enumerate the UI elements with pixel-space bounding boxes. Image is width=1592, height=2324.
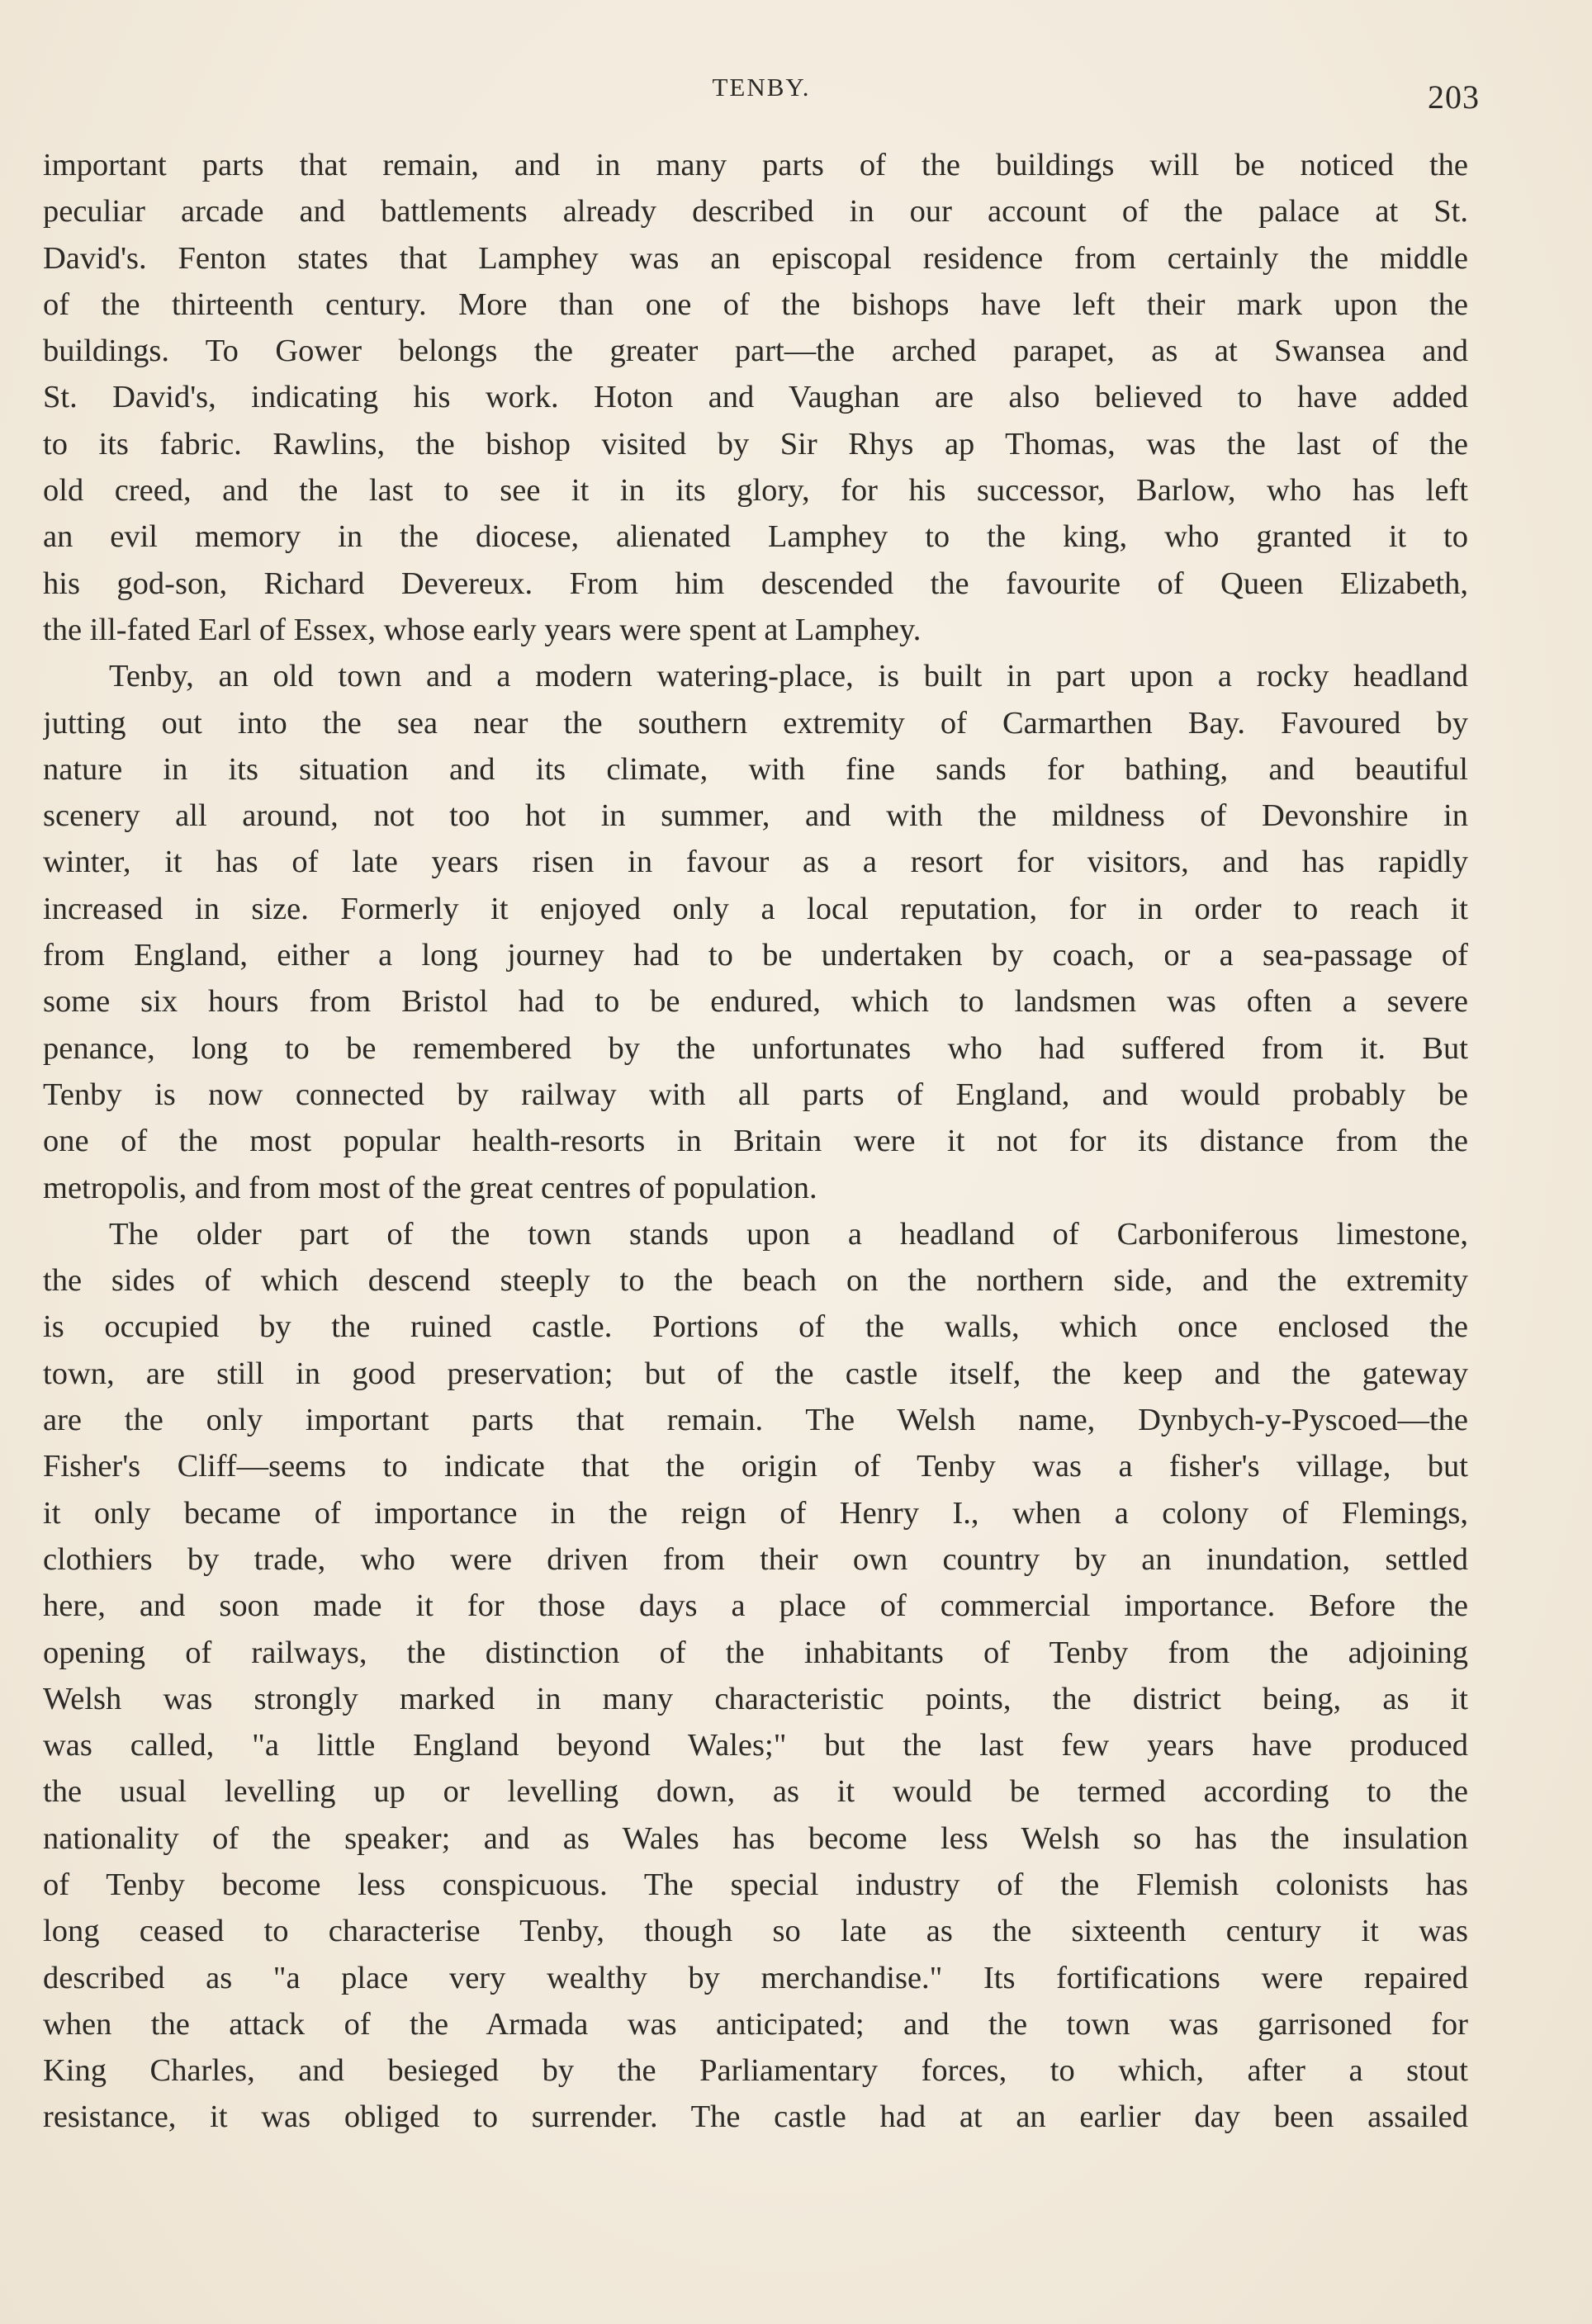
text-line: metropolis, and from most of the great centres of population. [43,1170,817,1205]
text-line: St. David's, indicating his work. Hoton and Vaughan are also believed to have added [43,380,1468,415]
running-title: TENBY. [712,73,811,102]
text-line: peculiar arcade and battlements already described in our account of the palace at St. [43,194,1468,230]
text-line: an evil memory in the diocese, alienated Lamphey to the king, who granted it to [43,519,1468,555]
text-line: from England, either a long journey had to be undertaken by coach, or a sea-passage of [43,938,1468,973]
text-line: the ill-fated Earl of Essex, whose early years were spent at Lamphey. [43,612,922,647]
text-line: his god-son, Richard Devereux. From him descended the favourite of Queen Elizabeth, [43,566,1468,601]
text-line: the sides of which descend steeply to the beach on the northern side, and the extremity [43,1263,1468,1299]
text-line: town, are still in good preservation; but of the castle itself, the keep and the gateway [43,1356,1468,1391]
text-line: Fisher's Cliff—seems to indicate that the origin of Tenby was a fisher's village, but [43,1449,1468,1484]
paragraph-first-line: Tenby, an old town and a modern watering-place, is built in part upon a rocky headland [109,659,1468,694]
text-line: increased in size. Formerly it enjoyed only a local reputation, for in order to reach it [43,891,1468,926]
page-number: 203 [1428,78,1480,116]
text-line: here, and soon made it for those days a place of commercial importance. Before the [43,1588,1468,1624]
text-line: scenery all around, not too hot in summer, and with the mildness of Devonshire in [43,798,1468,834]
text-line: long ceased to characterise Tenby, though so late as the sixteenth century it was [43,1914,1468,1949]
text-line: nature in its situation and its climate, with fine sands for bathing, and beautiful [43,751,1468,787]
text-line: of Tenby become less conspicuous. The special industry of the Flemish colonists has [43,1867,1468,1902]
text-line: buildings. To Gower belongs the greater part—the arched parapet, as at Swansea and [43,334,1468,369]
text-line: one of the most popular health-resorts in Britain were it not for its distance from the [43,1124,1468,1159]
text-line: to its fabric. Rawlins, the bishop visited by Sir Rhys ap Thomas, was the last of the [43,426,1468,461]
text-line: it only became of importance in the reign of Henry I., when a colony of Flemings, [43,1495,1468,1531]
text-line: was called, "a little England beyond Wales;" but the last few years have produced [43,1728,1468,1763]
paragraph-first-line: The older part of the town stands upon a headland of Carboniferous limestone, [109,1216,1468,1252]
text-line: David's. Fenton states that Lamphey was an episcopal residence from certainly the middle [43,240,1468,276]
text-line: when the attack of the Armada was anticipated; and the town was garrisoned for [43,2006,1468,2042]
text-line: are the only important parts that remain. The Welsh name, Dynbych-y-Pyscoed—the [43,1403,1468,1438]
text-line: winter, it has of late years risen in favour as a resort for visitors, and has rapidly [43,845,1468,880]
text-line: opening of railways, the distinction of the inhabitants of Tenby from the adjoining [43,1635,1468,1670]
text-line: Welsh was strongly marked in many characteristic points, the district being, as it [43,1681,1468,1716]
text-line: Tenby is now connected by railway with all parts of England, and would probably be [43,1077,1468,1112]
text-line: described as "a place very wealthy by merchandise." Its fortifications were repaired [43,1960,1468,1995]
body-text [43,142,1468,2141]
text-line: the usual levelling up or levelling down, as it would be termed according to the [43,1774,1468,1810]
text-line: some six hours from Bristol had to be endured, which to landsmen was often a severe [43,984,1468,1020]
text-line: resistance, it was obliged to surrender. The castle had at an earlier day been assailed [43,2099,1468,2135]
text-line: old creed, and the last to see it in its glory, for his successor, Barlow, who has left [43,473,1468,509]
text-line: important parts that remain, and in many parts of the buildings will be noticed the [43,148,1468,182]
text-line: nationality of the speaker; and as Wales has become less Welsh so has the insulation [43,1820,1468,1856]
text-line: of the thirteenth century. More than one of the bishops have left their mark upon the [43,286,1468,322]
text-line: penance, long to be remembered by the unfortunates who had suffered from it. But [43,1030,1468,1066]
page-header [43,64,1480,114]
text-line: is occupied by the ruined castle. Portions of the walls, which once enclosed the [43,1309,1468,1345]
text-line: King Charles, and besieged by the Parliamentary forces, to which, after a stout [43,2053,1468,2089]
text-line: clothiers by trade, who were driven from their own country by an inundation, settled [43,1541,1468,1577]
text-line: jutting out into the sea near the southern extremity of Carmarthen Bay. Favoured by [43,705,1468,741]
